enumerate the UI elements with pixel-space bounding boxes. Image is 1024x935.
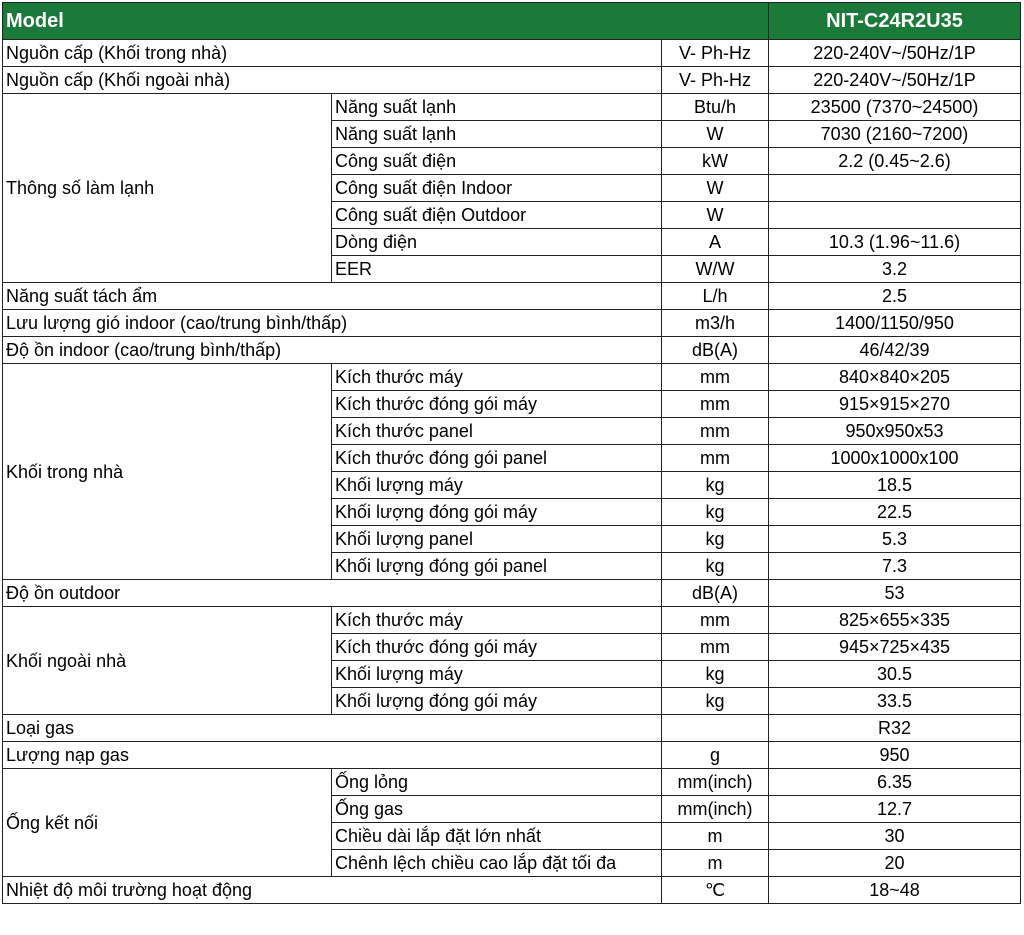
spec-unit: m3/h (662, 310, 769, 337)
spec-unit: mm(inch) (662, 796, 769, 823)
spec-unit: mm (662, 445, 769, 472)
spec-value (769, 202, 1021, 229)
spec-value: 23500 (7370~24500) (769, 94, 1021, 121)
spec-sub-label: EER (332, 256, 662, 283)
spec-unit: kg (662, 661, 769, 688)
spec-unit: g (662, 742, 769, 769)
spec-unit: kg (662, 688, 769, 715)
spec-unit: Btu/h (662, 94, 769, 121)
spec-sub-label: Ống gas (332, 796, 662, 823)
group-label: Khối ngoài nhà (3, 607, 332, 715)
spec-label: Nguồn cấp (Khối trong nhà) (3, 40, 662, 67)
spec-unit: W/W (662, 256, 769, 283)
spec-unit: mm (662, 607, 769, 634)
spec-sub-label: Khối lượng đóng gói panel (332, 553, 662, 580)
spec-label: Lưu lượng gió indoor (cao/trung bình/thấp) (3, 310, 662, 337)
spec-value (769, 175, 1021, 202)
spec-unit: mm (662, 634, 769, 661)
spec-sub-label: Kích thước máy (332, 607, 662, 634)
spec-sub-label: Khối lượng panel (332, 526, 662, 553)
spec-value: 7030 (2160~7200) (769, 121, 1021, 148)
spec-unit: A (662, 229, 769, 256)
spec-row (3, 580, 1021, 607)
spec-value: 945×725×435 (769, 634, 1021, 661)
spec-sub-label: Kích thước máy (332, 364, 662, 391)
spec-value: 915×915×270 (769, 391, 1021, 418)
model-label: Model (3, 3, 769, 40)
spec-sub-label: Chiều dài lắp đặt lớn nhất (332, 823, 662, 850)
group-label: Khối trong nhà (3, 364, 332, 580)
spec-unit: W (662, 202, 769, 229)
spec-sub-label: Kích thước panel (332, 418, 662, 445)
spec-label: Lượng nạp gas (3, 742, 662, 769)
spec-unit: W (662, 121, 769, 148)
spec-value: R32 (769, 715, 1021, 742)
spec-value: 2.2 (0.45~2.6) (769, 148, 1021, 175)
spec-sub-label: Kích thước đóng gói panel (332, 445, 662, 472)
spec-row (3, 67, 1021, 94)
spec-row (3, 40, 1021, 67)
spec-unit: kW (662, 148, 769, 175)
spec-label: Nguồn cấp (Khối ngoài nhà) (3, 67, 662, 94)
spec-value: 220-240V~/50Hz/1P (769, 40, 1021, 67)
spec-value: 30 (769, 823, 1021, 850)
spec-unit: V- Ph-Hz (662, 40, 769, 67)
spec-value: 840×840×205 (769, 364, 1021, 391)
spec-unit: m (662, 850, 769, 877)
spec-unit: L/h (662, 283, 769, 310)
spec-label: Loại gas (3, 715, 662, 742)
spec-sub-label: Năng suất lạnh (332, 94, 662, 121)
group-label: Thông số làm lạnh (3, 94, 332, 283)
spec-row (3, 94, 1021, 121)
spec-value: 33.5 (769, 688, 1021, 715)
spec-sub-label: Khối lượng đóng gói máy (332, 688, 662, 715)
spec-row (3, 742, 1021, 769)
spec-value: 20 (769, 850, 1021, 877)
spec-sub-label: Công suất điện Indoor (332, 175, 662, 202)
spec-sub-label: Ống lỏng (332, 769, 662, 796)
spec-value: 53 (769, 580, 1021, 607)
spec-value: 30.5 (769, 661, 1021, 688)
spec-unit: dB(A) (662, 337, 769, 364)
spec-row (3, 283, 1021, 310)
spec-value: 220-240V~/50Hz/1P (769, 67, 1021, 94)
spec-value: 3.2 (769, 256, 1021, 283)
spec-row (3, 364, 1021, 391)
spec-value: 12.7 (769, 796, 1021, 823)
spec-sub-label: Kích thước đóng gói máy (332, 391, 662, 418)
spec-row (3, 310, 1021, 337)
spec-value: 825×655×335 (769, 607, 1021, 634)
spec-sub-label: Kích thước đóng gói máy (332, 634, 662, 661)
spec-sub-label: Khối lượng đóng gói máy (332, 499, 662, 526)
spec-label: Độ ồn outdoor (3, 580, 662, 607)
spec-row (3, 715, 1021, 742)
spec-unit: W (662, 175, 769, 202)
spec-value: 1000x1000x100 (769, 445, 1021, 472)
spec-sub-label: Khối lượng máy (332, 472, 662, 499)
spec-row (3, 769, 1021, 796)
spec-unit: kg (662, 526, 769, 553)
spec-unit: m (662, 823, 769, 850)
spec-unit: dB(A) (662, 580, 769, 607)
spec-sub-label: Công suất điện (332, 148, 662, 175)
spec-label: Nhiệt độ môi trường hoạt động (3, 877, 662, 904)
spec-label: Độ ồn indoor (cao/trung bình/thấp) (3, 337, 662, 364)
spec-value: 6.35 (769, 769, 1021, 796)
spec-unit: kg (662, 472, 769, 499)
spec-row (3, 607, 1021, 634)
spec-sub-label: Công suất điện Outdoor (332, 202, 662, 229)
spec-table (2, 2, 1021, 904)
spec-value: 22.5 (769, 499, 1021, 526)
spec-value: 2.5 (769, 283, 1021, 310)
spec-unit (662, 715, 769, 742)
spec-unit: mm (662, 418, 769, 445)
spec-value: 1400/1150/950 (769, 310, 1021, 337)
spec-value: 46/42/39 (769, 337, 1021, 364)
spec-label: Năng suất tách ẩm (3, 283, 662, 310)
spec-unit: kg (662, 553, 769, 580)
spec-unit: mm (662, 364, 769, 391)
group-label: Ống kết nối (3, 769, 332, 877)
spec-value: 10.3 (1.96~11.6) (769, 229, 1021, 256)
spec-value: 5.3 (769, 526, 1021, 553)
spec-unit: V- Ph-Hz (662, 67, 769, 94)
header-row (3, 3, 1021, 40)
spec-row (3, 877, 1021, 904)
spec-value: 18~48 (769, 877, 1021, 904)
spec-value: 7.3 (769, 553, 1021, 580)
spec-value: 950x950x53 (769, 418, 1021, 445)
spec-row (3, 337, 1021, 364)
spec-sub-label: Dòng điện (332, 229, 662, 256)
spec-unit: mm (662, 391, 769, 418)
spec-sub-label: Chênh lệch chiều cao lắp đặt tối đa (332, 850, 662, 877)
model-value: NIT-C24R2U35 (769, 3, 1021, 40)
spec-value: 950 (769, 742, 1021, 769)
spec-unit: mm(inch) (662, 769, 769, 796)
spec-unit: ℃ (662, 877, 769, 904)
spec-sub-label: Khối lượng máy (332, 661, 662, 688)
spec-value: 18.5 (769, 472, 1021, 499)
spec-unit: kg (662, 499, 769, 526)
spec-sub-label: Năng suất lạnh (332, 121, 662, 148)
